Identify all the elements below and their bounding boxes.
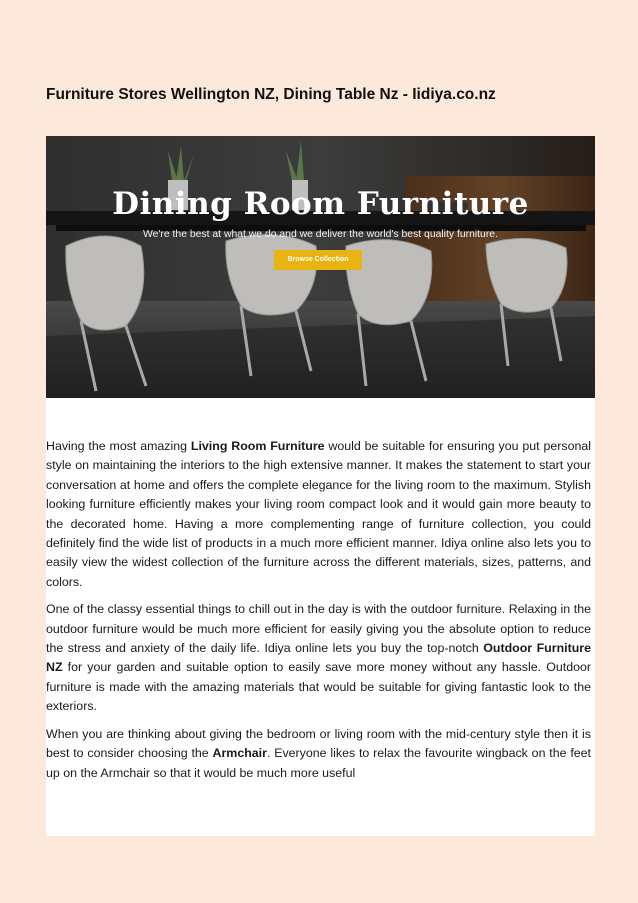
hero-subheading: We're the best at what we do and we deliver the world's best quality furniture. [143,229,498,240]
paragraph-armchair: When you are thinking about giving the bedroom or living room with the mid-century style then it is best to consider choosing the Armchair. Everyone likes to relax the favourite wingback on the feet up on the Armchair so that it would be much more useful [46,726,591,780]
hero-heading: Dining Room Furniture [112,186,529,222]
keyword-living-room-furniture: Living Room Furniture [190,439,325,453]
browse-collection-button[interactable]: Browse Collection [274,250,362,270]
keyword-outdoor-furniture: Outdoor Furniture NZ [46,641,591,675]
article-body [46,437,591,791]
paragraph-outdoor: One of the classy essential things to chill out in the day is with the outdoor furniture. Relaxing in the outdoor furniture would be much more efficient for easily giving you the absolute option to reduce the stress and anxiety of the daily life. Idiya online lets you buy the top-notch Outdoor Furniture NZ for your garden and suitable option to easily save more money without any hassle. Outdoor furniture is made with the amazing materials that would be suitable for giving fantastic look to the exteriors. [46,602,591,714]
paragraph-living-room: Having the most amazing Living Room Furniture would be suitable for ensuring you put personal style on maintaining the interiors to the high extensive manner. It makes the statement to start your conversation at home and offers the complete elegance for the living room to the maximum. Stylish looking furniture efficiently makes your living room compact look and it would gain more beauty to the decorated home. Having a more complementing range of furniture collection, you could definitely find the wide list of products in a much more efficient manner. Idiya online also lets you to easily view the widest collection of the furniture across the different materials, sizes, patterns, and colors. [46,439,591,589]
document-content [46,136,595,836]
document-title: Furniture Stores Wellington NZ, Dining Table Nz - Iidiya.co.nz [46,86,496,103]
keyword-armchair: Armchair [212,746,267,761]
hero-banner [46,136,595,398]
